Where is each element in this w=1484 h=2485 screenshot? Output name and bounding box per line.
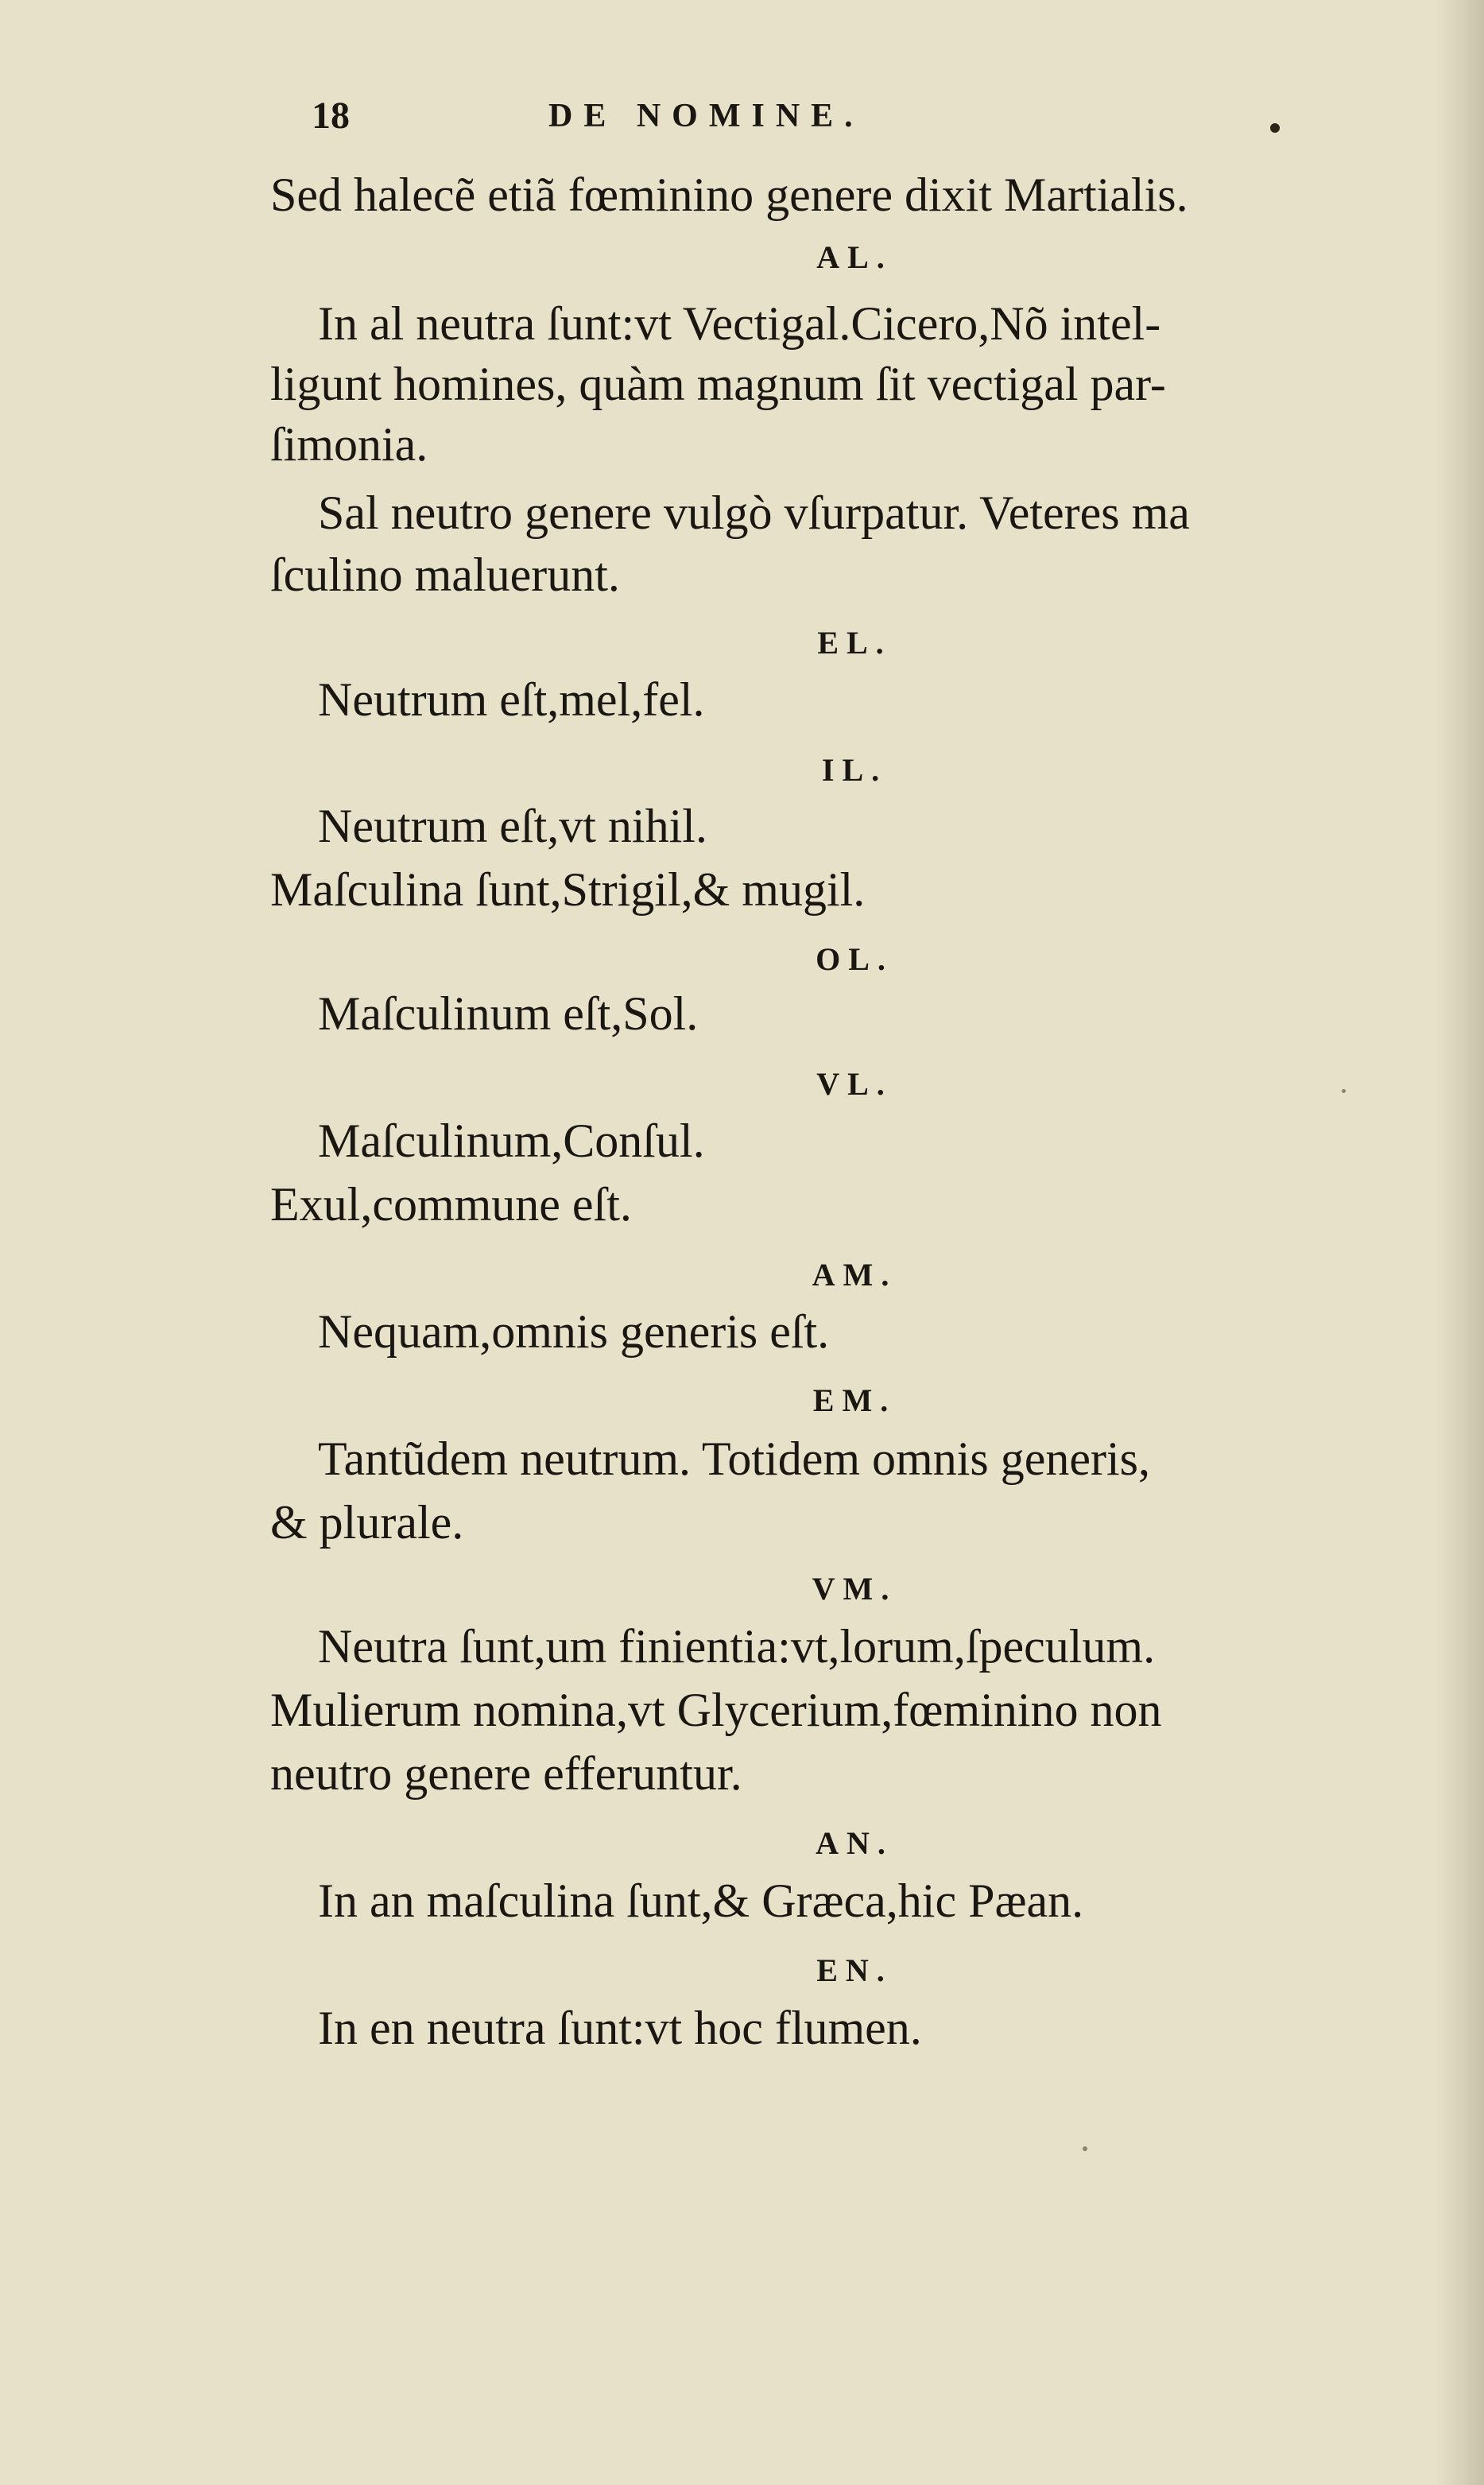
section-head-am: AM. bbox=[812, 1257, 897, 1293]
text-line: Maſculina ſunt,Strigil,& mugil. bbox=[270, 863, 866, 916]
text-line: ſculino maluerunt. bbox=[270, 549, 620, 601]
text-line: Mulierum nomina,vt Glycerium,fœminino non bbox=[270, 1684, 1162, 1736]
section-head-el: EL. bbox=[817, 625, 892, 661]
text-line: Sed halecẽ etiã fœminino genere dixit Martialis. bbox=[270, 169, 1188, 221]
section-head-en: EN. bbox=[816, 1952, 893, 1988]
text-line: Neutra ſunt,um finientia:vt,lorum,ſpeculum. bbox=[318, 1620, 1156, 1673]
text-line: In al neutra ſunt:vt Vectigal.Cicero,Nõ intel- bbox=[318, 297, 1161, 350]
section-head-il: IL. bbox=[821, 752, 888, 788]
text-line: Maſculinum,Conſul. bbox=[318, 1115, 705, 1167]
text-line: ligunt homines, quàm magnum ſit vectigal par- bbox=[270, 358, 1166, 410]
ink-speck bbox=[1083, 2146, 1087, 2151]
page-header bbox=[0, 94, 1484, 142]
text-line: Tantũdem neutrum. Totidem omnis generis, bbox=[318, 1432, 1150, 1485]
text-line: In an maſculina ſunt,& Græca,hic Pæan. bbox=[318, 1874, 1084, 1927]
ink-speck bbox=[1270, 123, 1280, 133]
ink-speck bbox=[1342, 1089, 1346, 1093]
text-line: Sal neutro genere vulgò vſurpatur. Veteres ma bbox=[318, 487, 1190, 539]
text-line: Maſculinum eſt,Sol. bbox=[318, 987, 699, 1040]
section-head-em: EM. bbox=[812, 1382, 897, 1418]
section-head-ol: OL. bbox=[816, 941, 893, 977]
section-head-an: AN. bbox=[816, 1825, 893, 1861]
text-line: Exul,commune eſt. bbox=[270, 1178, 632, 1231]
page-edge-shadow bbox=[1436, 0, 1484, 2485]
text-line: neutro genere efferuntur. bbox=[270, 1747, 742, 1800]
text-line: In en neutra ſunt:vt hoc flumen. bbox=[318, 2002, 922, 2054]
section-head-vm: VM. bbox=[812, 1571, 897, 1607]
running-head: DE NOMINE. bbox=[548, 98, 864, 134]
text-line: Nequam,omnis generis eſt. bbox=[318, 1305, 830, 1358]
section-head-al: AL. bbox=[816, 239, 893, 275]
page-number: 18 bbox=[312, 95, 350, 137]
text-line: Neutrum eſt,vt nihil. bbox=[318, 800, 707, 852]
text-line: Neutrum eſt,mel,fel. bbox=[318, 673, 705, 726]
text-line: ſimonia. bbox=[270, 418, 428, 471]
text-line: & plurale. bbox=[270, 1496, 464, 1549]
section-head-vl: VL. bbox=[816, 1066, 893, 1102]
